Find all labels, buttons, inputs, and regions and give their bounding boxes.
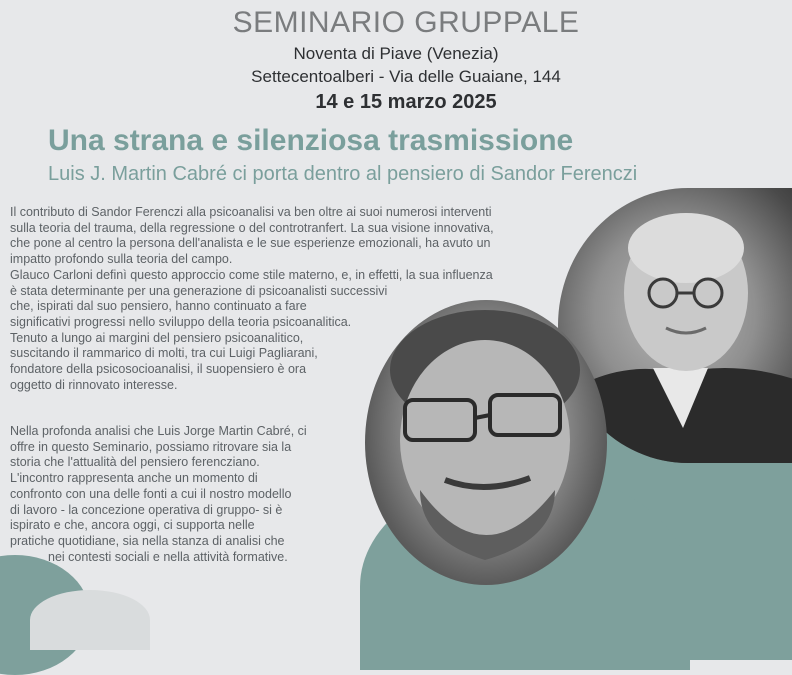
- text-line: è stata determinante per una generazione di psicoanalisti successivi: [10, 283, 388, 298]
- text-line: Il contributo di Sandor Ferenczi alla psicoanalisi va ben oltre ai suoi numerosi interventi: [10, 205, 492, 219]
- martin-cabre-portrait-icon: [365, 300, 607, 585]
- text-line: suscitando il rammarico di molti, tra cui Luigi Pagliarani,: [10, 346, 318, 361]
- event-venue: Settecentoalberi - Via delle Guaiane, 144: [251, 67, 561, 86]
- text-line: Tenuto a lungo ai margini del pensiero psicoanalitico,: [10, 330, 304, 345]
- main-title: Una strana e silenziosa trasmissione: [48, 124, 574, 157]
- text-line: nei contesti sociali e nella attività formative.: [48, 549, 288, 564]
- seminar-title: SEMINARIO GRUPPALE: [232, 6, 580, 39]
- decorative-blob-bottom-left: [30, 590, 150, 650]
- text-line: di lavoro - la concezione operativa di gruppo- si è: [10, 502, 283, 517]
- text-line: confronto con una delle fonti a cui il nostro modello: [10, 486, 292, 501]
- text-line: offre in questo Seminario, possiamo ritrovare sia la: [10, 439, 292, 454]
- text-line: fondatore della psicosocioanalisi, il suopensiero è ora: [10, 362, 307, 377]
- martin-cabre-portrait-photo: [365, 300, 607, 585]
- event-location: Noventa di Piave (Venezia): [293, 44, 499, 63]
- text-line: oggetto di rinnovato interesse.: [10, 377, 178, 392]
- text-line: Nella profonda analisi che Luis Jorge Martin Cabré, ci: [10, 424, 307, 438]
- text-line: Glauco Carloni definì questo approccio come stile materno, e, in effetti, la sua influenza: [10, 267, 493, 282]
- text-line: che pone al centro la persona dell'analista e le sue esperienze emozionali, ha avuto un: [10, 236, 491, 251]
- text-line: storia che l'attualità del pensiero ferencziano.: [10, 455, 260, 470]
- text-line: significativi progressi nello sviluppo della teoria psicoanalitica.: [10, 314, 352, 329]
- text-line: sulla teoria del trauma, della regressione o del controtranfert. La sua visione innovativa,: [10, 220, 494, 235]
- text-line: che, ispirati dal suo pensiero, hanno continuato a fare: [10, 299, 307, 314]
- main-subtitle: Luis J. Martin Cabré ci porta dentro al pensiero di Sandor Ferenczi: [48, 163, 638, 185]
- text-line: L'incontro rappresenta anche un momento di: [10, 471, 258, 486]
- body-paragraph-2: [10, 424, 307, 565]
- text-line: pratiche quotidiane, sia nella stanza di analisi che: [10, 533, 285, 548]
- event-dates: 14 e 15 marzo 2025: [315, 91, 497, 113]
- text-line: impatto profondo sulla teoria del campo.: [10, 252, 233, 267]
- text-line: ispirato e che, ancora oggi, ci supporta nelle: [10, 518, 255, 533]
